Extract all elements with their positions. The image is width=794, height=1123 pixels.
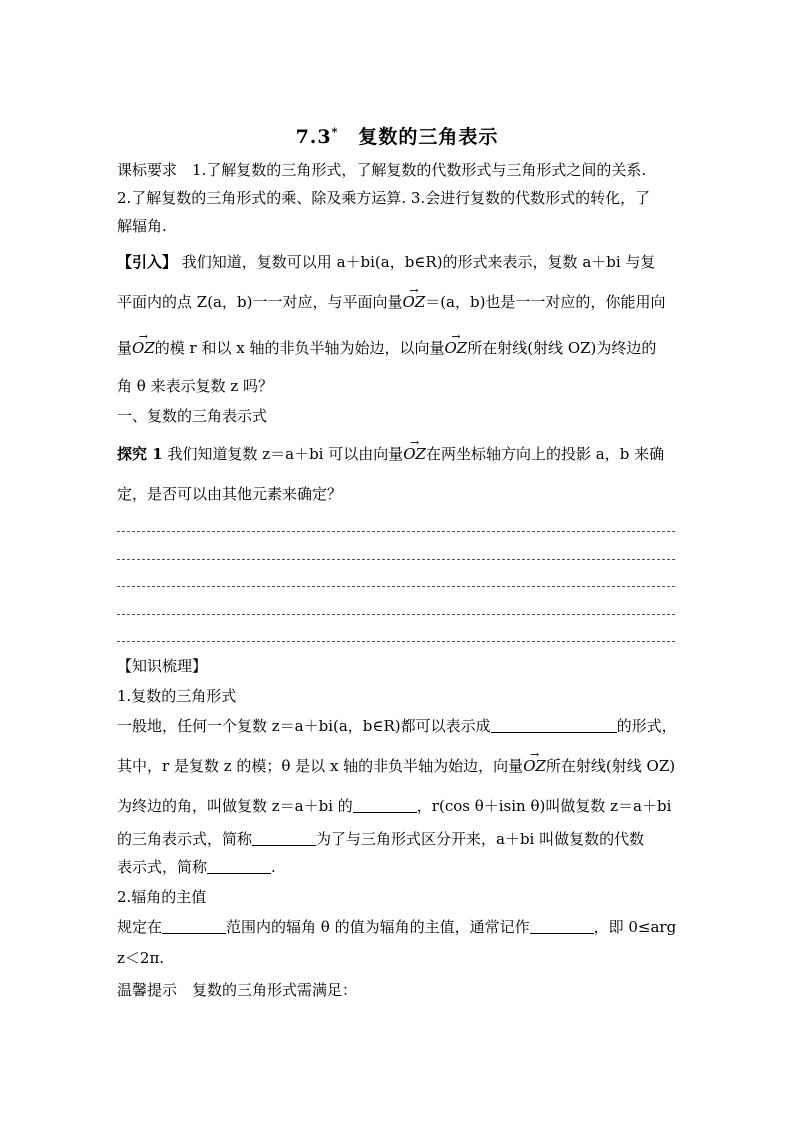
knowledge-text-2b: 所在射线(射线 OZ) bbox=[545, 757, 676, 775]
knowledge-text-6a: 规定在 bbox=[117, 918, 163, 936]
intro-text-3a: 量 bbox=[117, 339, 133, 357]
knowledge-text-1end: 的形式， bbox=[616, 717, 677, 735]
knowledge-text-6c: ，即 0≤arg bbox=[593, 918, 677, 936]
knowledge-line-5 bbox=[117, 857, 276, 877]
knowledge-line-3 bbox=[117, 796, 671, 816]
knowledge-text-2a: 其中，r 是复数 z 的模；θ 是以 x 轴的非负半轴为始边，向量 bbox=[117, 757, 524, 775]
intro-line-2 bbox=[117, 292, 665, 312]
knowledge-heading-1: 1.复数的三角形式 bbox=[117, 687, 237, 705]
requirements-line-1: 课标要求 1.了解复数的三角形式，了解复数的代数形式与三角形式之间的关系. bbox=[117, 161, 647, 179]
fill-blank[interactable] bbox=[207, 858, 271, 874]
explore-text-1b: 在两坐标轴方向上的投影 a，b 来确 bbox=[425, 445, 665, 463]
fill-blank[interactable] bbox=[530, 918, 594, 934]
answer-line-2[interactable] bbox=[117, 559, 675, 560]
explore-text-1a: 我们知道复数 z＝a＋bi 可以由向量 bbox=[167, 445, 404, 463]
knowledge-line-2 bbox=[117, 756, 675, 776]
vector-oz: → OZ bbox=[444, 338, 467, 358]
title-number: 7.3 bbox=[295, 126, 332, 148]
section-heading: 一、复数的三角表示式 bbox=[117, 407, 268, 425]
knowledge-text-3a: 为终边的角，叫做复数 z＝a＋bi 的 bbox=[117, 797, 353, 815]
knowledge-line-6 bbox=[117, 917, 676, 937]
requirements-line-2: 2.了解复数的三角形式的乘、除及乘方运算. 3.会进行复数的代数形式的转化，了 bbox=[117, 189, 651, 207]
fill-blank[interactable] bbox=[252, 830, 316, 846]
knowledge-line-4 bbox=[117, 829, 644, 849]
requirements-line-3: 解辐角. bbox=[117, 217, 167, 235]
vector-oz: → OZ bbox=[523, 756, 546, 776]
fill-blank[interactable] bbox=[491, 717, 617, 733]
intro-text-3c: 所在射线(射线 OZ)为终边的 bbox=[467, 339, 657, 357]
intro-line-3 bbox=[117, 338, 656, 358]
intro-text-2b: ＝(a，b)也是一一对应的，你能用向 bbox=[425, 293, 666, 311]
knowledge-text-4b: 为了与三角形式区分开来，a＋bi 叫做复数的代数 bbox=[316, 830, 645, 848]
knowledge-heading-2: 2.辐角的主值 bbox=[117, 888, 207, 906]
answer-line-4[interactable] bbox=[117, 614, 675, 615]
knowledge-line-1 bbox=[117, 716, 677, 736]
knowledge-text-6b: 范围内的辐角 θ 的值为辐角的主值，通常记作 bbox=[226, 918, 530, 936]
tip-line: 温馨提示 复数的三角形式需满足： bbox=[117, 981, 358, 999]
knowledge-text-5b: . bbox=[271, 858, 276, 876]
vector-oz: → OZ bbox=[132, 338, 155, 358]
intro-line-1 bbox=[117, 252, 655, 272]
vector-oz: → OZ bbox=[403, 444, 426, 464]
fill-blank[interactable] bbox=[353, 797, 417, 813]
title-star: * bbox=[331, 125, 339, 139]
intro-text-3b: 的模 r 和以 x 轴的非负半轴为始边，以向量 bbox=[154, 339, 445, 357]
explore-line-1 bbox=[117, 444, 664, 464]
knowledge-text-5a: 表示式，简称 bbox=[117, 858, 208, 876]
knowledge-line-7: z＜2π. bbox=[117, 949, 165, 967]
knowledge-text-3b: ，r(cos θ＋isin θ)叫做复数 z＝a＋bi bbox=[416, 797, 672, 815]
explore-label: 探究 1 bbox=[117, 445, 163, 463]
knowledge-text-4a: 的三角表示式，简称 bbox=[117, 830, 253, 848]
intro-label: 【引入】 bbox=[117, 253, 178, 271]
intro-line-4: 角 θ 来表示复数 z 吗？ bbox=[117, 377, 274, 395]
answer-line-1[interactable] bbox=[117, 531, 675, 532]
title-text: 复数的三角表示 bbox=[358, 126, 499, 148]
answer-line-3[interactable] bbox=[117, 586, 675, 587]
intro-text-2a: 平面内的点 Z(a，b)一一对应，与平面向量 bbox=[117, 293, 403, 311]
knowledge-text-1: 一般地，任何一个复数 z＝a＋bi(a，b∈R)都可以表示成 bbox=[117, 717, 491, 735]
page-title bbox=[0, 122, 794, 149]
answer-line-5[interactable] bbox=[117, 641, 675, 642]
fill-blank[interactable] bbox=[162, 918, 226, 934]
vector-oz: → OZ bbox=[402, 292, 425, 312]
explore-line-2: 定，是否可以由其他元素来确定？ bbox=[117, 485, 343, 503]
knowledge-label: 【知识梳理】 bbox=[117, 657, 208, 675]
intro-text-1: 我们知道，复数可以用 a＋bi(a，b∈R)的形式来表示，复数 a＋bi 与复 bbox=[181, 253, 656, 271]
